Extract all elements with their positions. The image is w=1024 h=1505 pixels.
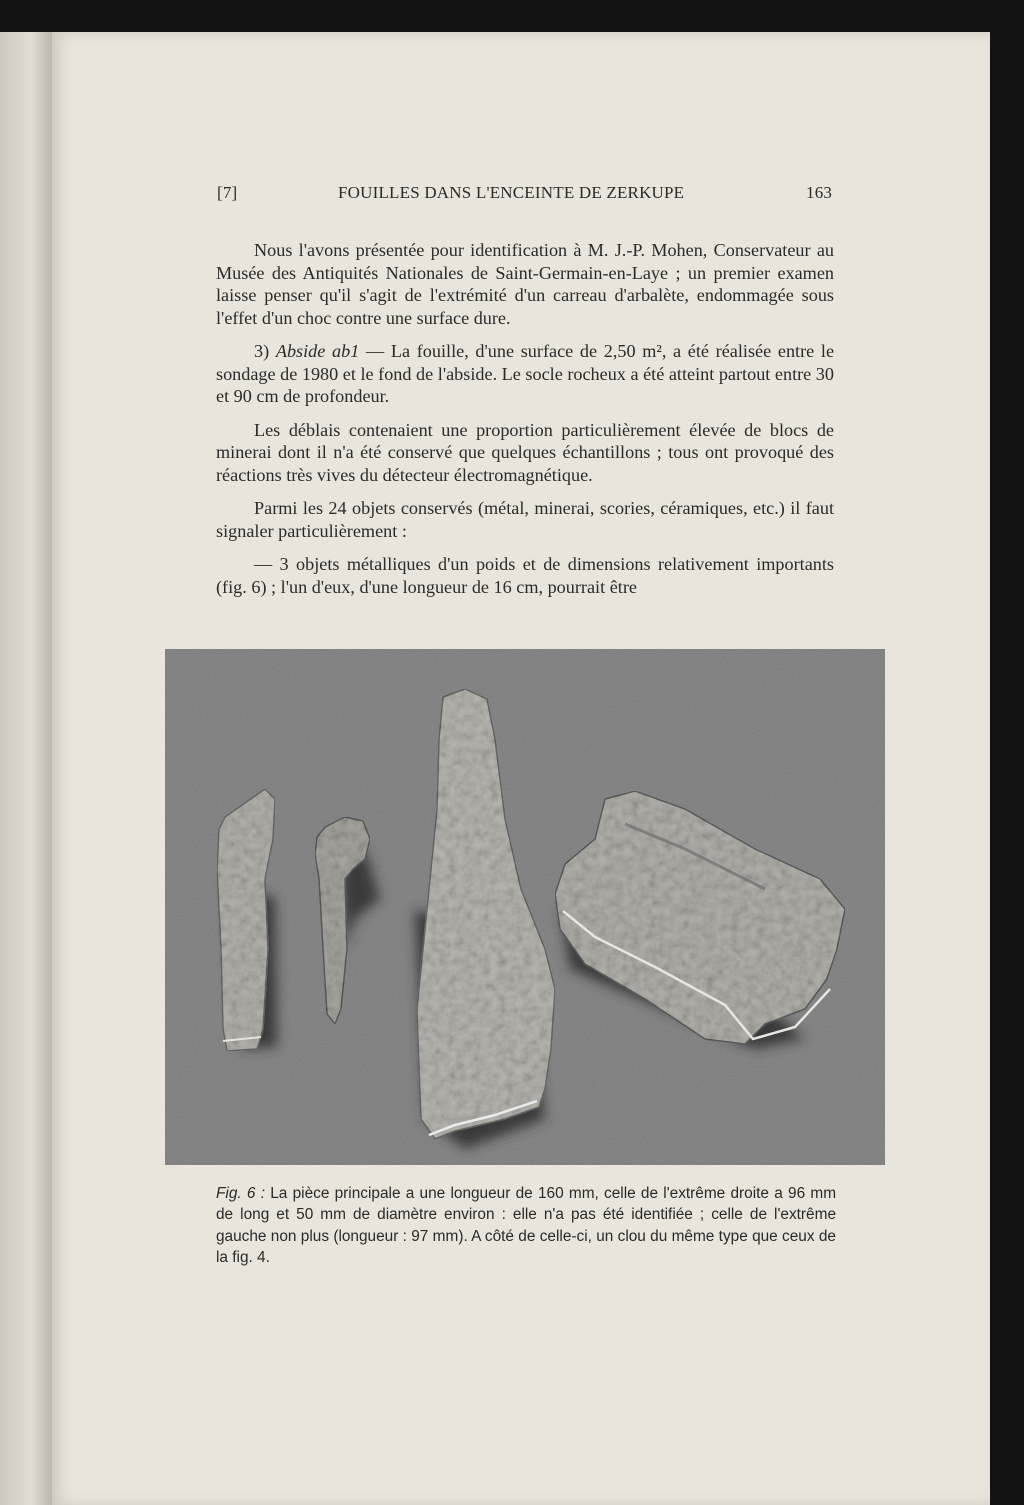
paragraph: Parmi les 24 objets conservés (métal, minerai, scories, céramiques, etc.) il faut signaler particulièrement : [216,498,834,541]
paragraph: Les déblais contenaient une proportion particulièrement élevée de blocs de minerai dont il n'a été conservé que quelques échantillons ; tous ont provoqué des réactions très vives du détecteur électromagnétique. [216,419,834,485]
figure-caption [216,1183,836,1268]
item-heading: Abside ab1 [275,341,360,361]
item-text: — La fouille, d'une surface de 2,50 m², a été réalisée entre le sondage de 1980 et le fond de l'abside. Le socle rocheux a été atteint partout entre 30 et 90 cm de profondeur. [216,341,835,406]
running-title: FOUILLES DANS L'ENCEINTE DE ZERKUPE [338,183,685,202]
page-number: 163 [806,183,833,202]
paragraph-abside [216,340,834,408]
caption-text: La pièce principale a une longueur de 160 mm, celle de l'extrême droite a 96 mm de long et 50 mm de diamètre environ : elle n'a pas été identifiée ; celle de l'extrême gauche non plus (longueur : 97 mm). A côté de celle-ci, un clou du même type que ceux de la fig. 4. [216,1185,837,1266]
figure-photo [165,649,885,1165]
item-number: 3) [254,341,270,361]
body-text [216,239,834,609]
paragraph: Nous l'avons présentée pour identification à M. J.-P. Mohen, Conservateur au Musée des Antiquités Nationales de Saint-Germain-en-Laye ; un premier examen laisse penser qu'il s'agit de l'extrémité d'un carreau d'arbalète, endommagée sous l'effet d'un choc contre une surface dure. [216,240,834,328]
caption-label: Fig. 6 : [216,1185,265,1202]
paragraph: — 3 objets métalliques d'un poids et de dimensions relativement importants (fig. 6) ; l'un d'eux, d'une longueur de 16 cm, pourrait être [216,554,834,597]
left-page-edge [0,32,52,1505]
photo-objects [165,649,885,1165]
section-number: [7] [217,183,238,202]
scan-border [990,0,1024,1505]
